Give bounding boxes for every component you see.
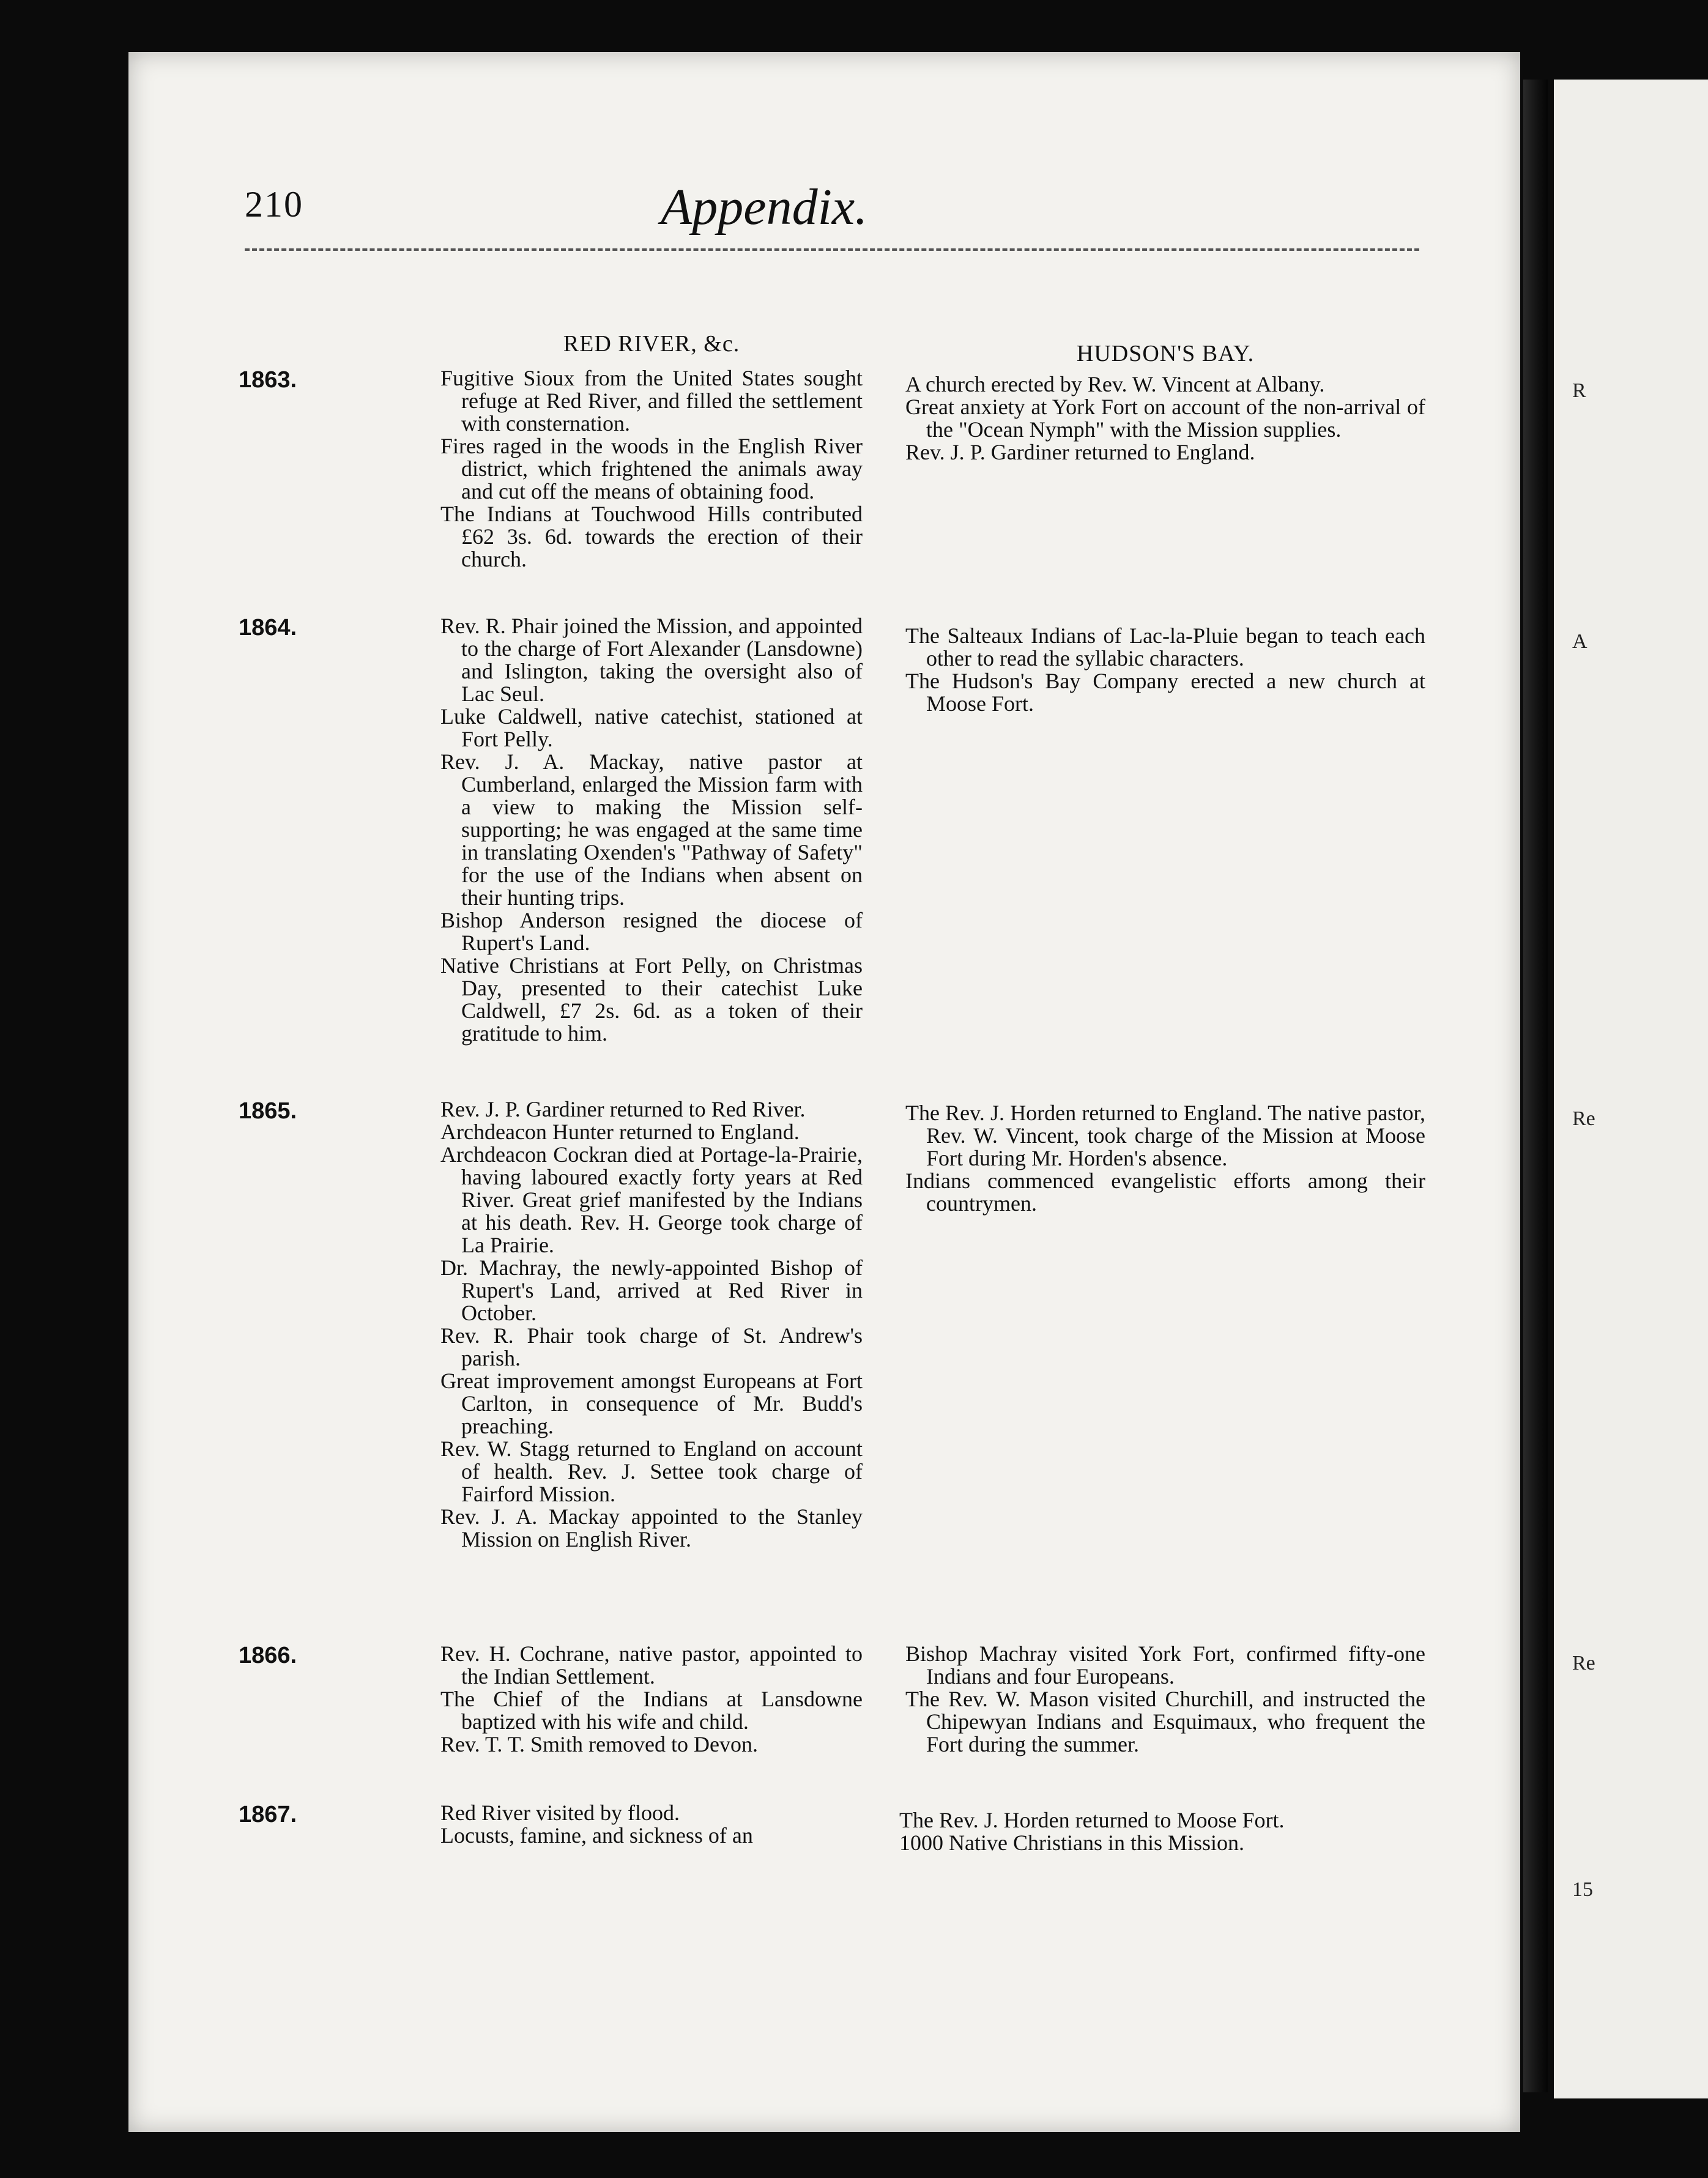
facing-fragment: Re [1572,1107,1595,1130]
facing-fragment: A [1572,630,1587,653]
entry-item: Rev. T. T. Smith removed to Devon. [440,1732,758,1756]
entry-year: 1866. [239,1643,297,1668]
hudsons-bay-column [905,373,1425,464]
entry-item: The Rev. J. Horden returned to England. The native pastor, Rev. W. Vincent, took charge of the Mission at Moose Fort during Mr. Horden's absence. [905,1101,1425,1170]
column-heading-red-river: RED RIVER, &c. [563,331,740,357]
entry-year: 1865. [239,1098,297,1124]
entry-item: Bishop Machray visited York Fort, confirmed fifty-one Indians and four Europeans. [905,1641,1425,1689]
header-rule [245,248,1419,251]
entry-item: The Salteaux Indians of Lac-la-Pluie began to teach each other to read the syllabic characters. [905,623,1425,671]
entry-item: The Rev. W. Mason visited Churchill, and instructed the Chipewyan Indians and Esquimaux, who frequent the Fort during the summer. [905,1687,1425,1756]
entry-year: 1863. [239,367,297,393]
entry-item: Native Christians at Fort Pelly, on Christmas Day, presented to their catechist Luke Caldwell, £7 2s. 6d. as a token of their gratitude to him. [440,953,863,1046]
entry-item: Archdeacon Cockran died at Portage-la-Prairie, having laboured exactly forty years at Red River. Great grief manifested by the Indians at his death. Rev. H. George took charge of La Prairie. [440,1142,863,1257]
facing-fragment: R [1572,379,1586,402]
column-heading-hudsons-bay: HUDSON'S BAY. [1076,341,1255,366]
entry-item: Red River visited by flood. [440,1801,680,1825]
red-river-column [440,1643,863,1756]
entry-item: Fugitive Sioux from the United States sought refuge at Red River, and filled the settlement with consternation. [440,366,863,436]
entry-item: Bishop Anderson resigned the diocese of Rupert's Land. [440,908,863,955]
hudsons-bay-column [899,1809,1419,1854]
hudsons-bay-column [905,1643,1425,1756]
entry-item: A church erected by Rev. W. Vincent at Albany. [905,372,1325,396]
entry-item: Luke Caldwell, native catechist, stationed at Fort Pelly. [440,704,863,751]
entry-item: Locusts, famine, and sickness of an [440,1823,753,1848]
entry-item: Rev. H. Cochrane, native pastor, appointed to the Indian Settlement. [440,1641,863,1689]
facing-fragment: 15 [1572,1878,1593,1901]
entry-item: Rev. W. Stagg returned to England on account of health. Rev. J. Settee took charge of Fairford Mission. [440,1437,863,1506]
book-spine [1523,80,1548,2092]
running-title: Appendix. [661,179,868,236]
red-river-column [440,1098,863,1551]
entry-item: Archdeacon Hunter returned to England. [440,1120,800,1144]
red-river-column [440,367,863,571]
entry-item: Great anxiety at York Fort on account of the non-arrival of the "Ocean Nymph" with the Mission supplies. [905,395,1425,442]
entry-item: The Rev. J. Horden returned to Moose Fort. [899,1808,1285,1832]
entry-item: Great improvement amongst Europeans at Fort Carlton, in consequence of Mr. Budd's preaching. [440,1369,863,1438]
entry-item: 1000 Native Christians in this Mission. [899,1830,1245,1855]
entry-year: 1867. [239,1802,297,1827]
hudsons-bay-column [905,1102,1425,1215]
red-river-column [440,615,863,1045]
entry-item: Rev. J. A. Mackay, native pastor at Cumberland, enlarged the Mission farm with a view to making the Mission self-supporting; he was engaged at the same time in translating Oxenden's "Pathway of Safety" for the use of the Indians when absent on their hunting trips. [440,749,863,910]
entry-item: The Hudson's Bay Company erected a new church at Moose Fort. [905,669,1425,716]
entry-item: Rev. J. P. Gardiner returned to England. [905,440,1255,464]
page-number: 210 [245,184,303,225]
entry-item: Rev. R. Phair joined the Mission, and appointed to the charge of Fort Alexander (Lansdowne) and Islington, taking the oversight also of Lac Seul. [440,614,863,706]
entry-item: Rev. R. Phair took charge of St. Andrew's parish. [440,1323,863,1370]
hudsons-bay-column [905,625,1425,715]
entry-item: Dr. Machray, the newly-appointed Bishop of Rupert's Land, arrived at Red River in October. [440,1255,863,1325]
facing-fragment: Re [1572,1652,1595,1674]
entry-item: The Indians at Touchwood Hills contributed £62 3s. 6d. towards the erection of their church. [440,502,863,571]
entry-item: The Chief of the Indians at Lansdowne baptized with his wife and child. [440,1687,863,1734]
entry-item: Rev. J. P. Gardiner returned to Red River. [440,1097,806,1121]
entry-year: 1864. [239,615,297,641]
entry-item: Fires raged in the woods in the English River district, which frightened the animals away and cut off the means of obtaining food. [440,434,863,504]
facing-page-edge [1554,80,1708,2098]
entry-item: Rev. J. A. Mackay appointed to the Stanley Mission on English River. [440,1504,863,1552]
red-river-column [440,1802,863,1847]
entry-item: Indians commenced evangelistic efforts among their countrymen. [905,1169,1425,1216]
